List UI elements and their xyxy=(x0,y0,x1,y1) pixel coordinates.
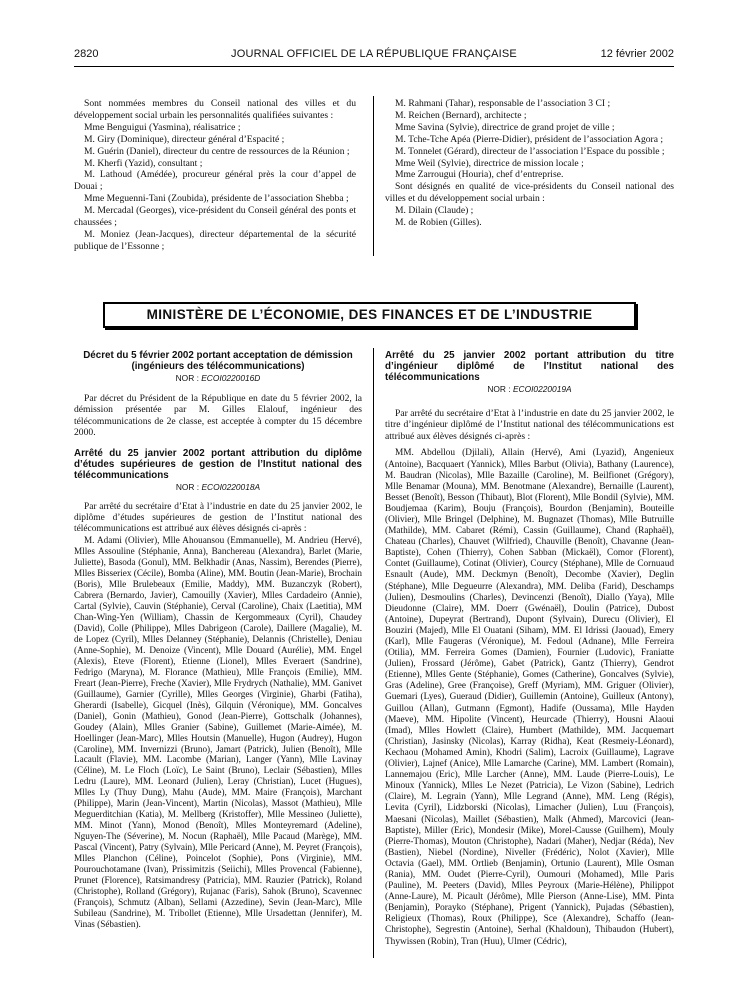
decree-intro: Par arrêté du secrétaire d’Etat à l’industrie en date du 25 janvier 2002, le diplôme d’études supérieures de gestion de l’Institut national des télécommunications est attribué aux élèves désignés ci-après : xyxy=(74,501,362,535)
top-right-column xyxy=(385,98,674,229)
decree-intro: Par arrêté du secrétaire d’Etat à l’industrie en date du 25 janvier 2002, le titre d’ingénieur diplômé de l’Institut national des télécommunications est attribué aux élèves désignés ci-après : xyxy=(385,407,674,442)
top-left-column xyxy=(74,98,356,253)
nor-reference: NOR : ECOI0220016D xyxy=(175,373,261,383)
paragraph: Mme Benguigui (Yasmina), réalisatrice ; xyxy=(84,121,241,133)
ministry-banner: MINISTÈRE DE L’ÉCONOMIE, DES FINANCES ET DE L’INDUSTRIE xyxy=(103,302,636,328)
nor-reference: NOR : ECOI0220019A xyxy=(487,384,572,394)
paragraph: Mme Weil (Sylvie), directrice de mission locale ; xyxy=(395,157,584,169)
paragraph: M. Moniez (Jean-Jacques), directeur départemental de la sécurité publique de l’Essonne ; xyxy=(74,228,356,252)
decree-title: Arrêté du 25 janvier 2002 portant attribution du diplôme d’études supérieures de gestion de l’Institut national des télécommunications xyxy=(74,447,362,481)
page-number: 2820 xyxy=(74,48,99,60)
paragraph: Mme Zarrougui (Houria), chef d’entreprise. xyxy=(395,169,564,181)
paragraph: M. Rahmani (Tahar), responsable de l’association 3 CI ; xyxy=(395,98,611,109)
paragraph: M. Dilain (Claude) ; xyxy=(395,205,474,217)
lower-left-column xyxy=(74,350,362,930)
paragraph: M. Kherfi (Yazid), consultant ; xyxy=(84,157,203,169)
decree-title: Arrêté du 25 janvier 2002 portant attribution du titre d’ingénieur diplômé de l’Institut national des télécommunications xyxy=(385,350,674,383)
journal-title: JOURNAL OFFICIEL DE LA RÉPUBLIQUE FRANÇAISE xyxy=(231,48,517,60)
paragraph: M. Tche-Tche Apéa (Pierre-Didier), président de l’association Agora ; xyxy=(395,133,664,145)
issue-date: 12 février 2002 xyxy=(600,48,674,60)
decree-body: Par décret du Président de la République en date du 5 février 2002, la démission présentée par M. Gilles Elalouf, ingénieur des télécommunications de 2e classe, est acceptée à compter du 15 décembre 2000. xyxy=(74,392,362,439)
paragraph: M. Mercadal (Georges), vice-président du Conseil général des ponts et chaussées ; xyxy=(74,205,356,229)
paragraph: M. Guérin (Daniel), directeur du centre de ressources de la Réunion ; xyxy=(84,145,350,157)
paragraph: M. Reichen (Bernard), architecte ; xyxy=(395,109,527,121)
page-header xyxy=(74,48,674,64)
paragraph: Sont nommées membres du Conseil national des villes et du développement social urbain les personnalités qualifiées suivantes : xyxy=(74,98,356,121)
lower-right-column xyxy=(385,350,674,948)
paragraph: Sont désignés en qualité de vice-présidents du Conseil national des villes et du développement social urbain : xyxy=(385,181,674,205)
paragraph: M. Tonnelet (Gérard), directeur de l’association l’Espace du possible ; xyxy=(395,145,665,157)
paragraph: M. Lathoud (Amédée), procureur général près la cour d’appel de Douai ; xyxy=(74,169,356,193)
paragraph: M. Giry (Dominique), directeur général d’Espacité ; xyxy=(84,133,285,145)
paragraph: Mme Savina (Sylvie), directrice de grand projet de ville ; xyxy=(395,121,615,133)
recipient-list: MM. Abdellou (Djilali), Allain (Hervé), Ami (Lyazid), Angenieux (Antoine), Bacquaert (Yannick), Mlles Barbut (Olivia), Bathany (Laurence), M. Baudran (Nicolas), Mlle Bazaille (Caroline), M. Beilfionet (Grégory), Mlle Benamar (Mouna), MM. Benotmane (Alexandre), Bernaille (Laurent), Besset (Benoît), Besson (Thibaut), Blot (Florent), Mlle Bondil (Sylvie), MM. Boudjemaa (Karim), Bouju (François), Bourdon (Benjamin), Bouteille (Olivier), Mlle Bringel (Delphine), M. Bugnazet (Thomas), Mlle Butruille (Mathilde), MM. Cabaret (Rémi), Cassin (Guillaume), Chand (Raphaël), Chateau (Charles), Chauvet (Wilfried), Chauville (Benoît), Chavanne (Jean-Baptiste), Cohen (Thierry), Cohen Sabban (Mickaël), Comor (Florent), Contet (Guillaume), Cotinat (Olivier), Courcy (Stéphane), Mlle de Cornuaud Esnault (Aude), MM. Deckmyn (Benoît), Decombe (Xavier), Deglin (Stéphane), Mlle Degueurre (Alexandra), MM. Deliba (Farid), Deschamps (Julien), Desmoulins (Charles), Devincenzi (Benoît), Diallo (Yaya), Mlle Dieudonne (Claire), MM. Doerr (Gwénaël), Doulin (Patrice), Dubost (Antoine), Dupeyrat (Bertrand), Dupont (Sylvain), Durecu (Olivier), El Bouziri (Majed), Mlle El Ouatani (Siham), MM. El Idrissi (Jaouad), Emery (Karl), Mlle Faugeras (Véronique), M. Fedoul (Adnane), Mlle Ferreira (Otilia), MM. Ferreira Gomes (Damien), Fournier (Ludovic), Franiatte (Julien), Frossard (Jérôme), Gabet (Patrick), Gantz (Thierry), Gendrot (Etienne), Mlles Gente (Stéphanie), Gomes (Catherine), Goncalves (Sylvie), Gras (Adeline), Gree (Françoise), Greff (Myriam), MM. Griguer (Olivier), Guemari (Lyes), Gueraud (Didier), Guillemin (Antoine), Guilleux (Antony), Guillou (Allan), Gutmann (Egmont), Hadife (Oussama), Mlle Hayden (Maeve), MM. Hipolite (Vincent), Heurcade (Thierry), Housni Alaoui (Imad), Mlles Howlett (Claire), Humbert (Mathilde), MM. Jacquemart (Christian), Jasinsky (Nicolas), Karray (Ridha), Keat (Resmeiy-Léonard), Kechaou (Mohamed Amin), Khodri (Salim), Lacroix (Guillaume), Lagrave (Olivier), Lajnef (Anice), Mlle Lamarche (Carine), MM. Lambert (Romain), Lannemajou (Eric), Mlle Larcher (Anne), MM. Laude (Pierre-Louis), Le Minoux (Yannick), Mlles Le Nezet (Patricia), Le Vizon (Sabine), Ledrich (Claire), M. Legrain (Yann), Mlle Legrand (Anne), MM. Leng (Régis), Levita (Cyril), Lidzborski (Nicolas), Limacher (Julien), Luu (François), Maesani (Nicolas), Maillet (Sébastien), Malk (Ahmed), Marcovici (Jean-Baptiste), Miller (Eric), Mondesir (Mike), Morel-Causse (Guilhem), Mouly (Pierre-Thomas), Mouton (Christophe), Nadari (Maher), Nedjar (Réda), Nev (Bastien), Niebel (Nordine), Niveller (Frédéric), Nolot (Xavier), Mlle Octavia (Gael), MM. Ortlieb (Benjamin), Ortunio (Laurent), Mlle Osman (Rania), MM. Oudet (Pierre-Cyril), Oumouri (Mohamed), Mlle Paris (Pauline), M. Peeters (David), Mlles Peyroux (Marie-Hélène), Philippot (Anne-Laure), M. Picault (Jérôme), Mlle Pierson (Anne-Lise), MM. Pinta (Benjamin), Porayko (Stéphane), Prigent (Yannick), Pujadas (Sébastien), Religieux (Thomas), Roux (Philippe), Sce (Alexandre), Schaffo (Jean-Christophe), Segrestin (Antoine), Serhal (Khaldoun), Thibaudon (Hubert), Thywissen (Robin), Tran (Huu), Ulmer (Cédric), xyxy=(385,448,674,947)
header-rule xyxy=(74,66,674,67)
nor-reference: NOR : ECOI0220018A xyxy=(175,481,261,492)
column-divider xyxy=(373,348,374,958)
paragraph: M. de Robien (Gilles). xyxy=(395,217,482,229)
recipient-list: M. Adami (Olivier), Mlle Ahouansou (Emmanuelle), M. Andrieu (Hervé), Mlles Assouline (Stéphanie, Anna), Banchereau (Alexandra), Barlet (Marie, Juliette), Basoda (Gonul), MM. Belkhadir (Anas, Nassim), Berendes (Pierre), Mlles Bisseriex (Cécile), Bomba (Aline), MM. Boutin (Jean-Marie), Brochain (Boris), Mlle Brulebeaux (Emilie, Maddy), MM. Buzanczyk (Robert), Cabrera (Bernardo, Javier), Camouilly (Xavier), Mlles Cardadeiro (Annie), Cartal (Sylvie), Cauvin (Stéphanie), Cerval (Caroline), Chaix (Laetitia), MM Chan-Wing-Yen (William), Chassin de Kergommeaux (Cyril), Chaudey (David), Colle (Philippe), Mlles Dabrigeon (Carole), Daillere (Magalie), M. de Lopez (Cyril), Mlles Delanney (Stéphanie), Delannis (Christelle), Deniau (Anne-Sophie), M. Denoize (Vincent), Mlle Douard (Aurélie), MM. Engel (Alexis), Eteve (Florent), Etienne (Lionel), Mlles Everaert (Sandrine), Fedrigo (Maryna), M. Florance (Mathieu), Mlle François (Emilie), MM. Freart (Jean-Pierre), Freche (Xavier), Mlle Frydrych (Nathalie), MM. Ganivet (Guillaume), Garnier (Cyrille), Mlles Georges (Virginie), Gharbi (Fatiha), Gherardi (Isabelle), Gicquel (Inès), Gilquin (Véronique), MM. Goncalves (Daniel), Gonin (Mathieu), Gonod (Jean-Pierre), Gottschalk (Johannes), Goudey (Alain), Mlles Granier (Sabine), Guillemet (Marie-Aimée), M. Hoellinger (Jean-Marc), Mlles Houtsin (Manuelle), Hugon (Audrey), Hugon (Caroline), MM. Invernizzi (Bruno), Jamart (Patrick), Julien (Benoît), Mlle Lacault (Flavie), MM. Lacombe (Marian), Langer (Yann), Mlle Lavinay (Céline), M. Le Floch (Loïc), Le Saint (Bruno), Leclair (Sébastien), Mlles Ledru (Laure), MM. Leonard (Julien), Leray (Christian), Lucet (Hugues), Mlles Ly (Thuy Dung), Mahu (Aude), MM. Maire (François), Marchant (Philippe), Marin (Jean-Vincent), Martin (Nicolas), Massot (Mathieu), Mlle Meguerditchian (Katia), M. Mellberg (Kristoffer), Mlle Messineo (Juliette), MM. Minot (Yann), Monod (Benoît), Mlles Monteyremard (Adeline), Nguyen-The (Séverine), M. Nocun (Raphaël), Mlle Pacaud (Marège), MM. Pascal (Vincent), Patry (Sylvain), Mlle Pericard (Anne), M. Peyret (François), Mlles Planchon (Céline), Poincelot (Sophie), Pons (Virginie), MM. Pourouchotamane (Ivan), Prissimitzis (Seiichi), Mlles Provencal (Fabienne), Prunet (Florence), Ratsimandresy (Patricia), MM. Rauzier (Patrick), Roland (Christophe), Rolland (Grégory), Rujanac (Faris), Sahok (Bruno), Scavennec (François), Schmutz (Alban), Sellami (Azzedine), Sevin (Jean-Marc), Mlle Subileau (Sandrine), M. Tribollet (Etienne), Mlle Ursadettan (Jennifer), M. Vinas (Sébastien). xyxy=(74,535,362,929)
column-divider xyxy=(373,96,374,256)
decree-title: Décret du 5 février 2002 portant acceptation de démission (ingénieurs des télécommunications) xyxy=(83,350,353,372)
paragraph: Mme Meguenni-Tani (Zoubida), présidente de l’association Shebba ; xyxy=(84,193,349,205)
